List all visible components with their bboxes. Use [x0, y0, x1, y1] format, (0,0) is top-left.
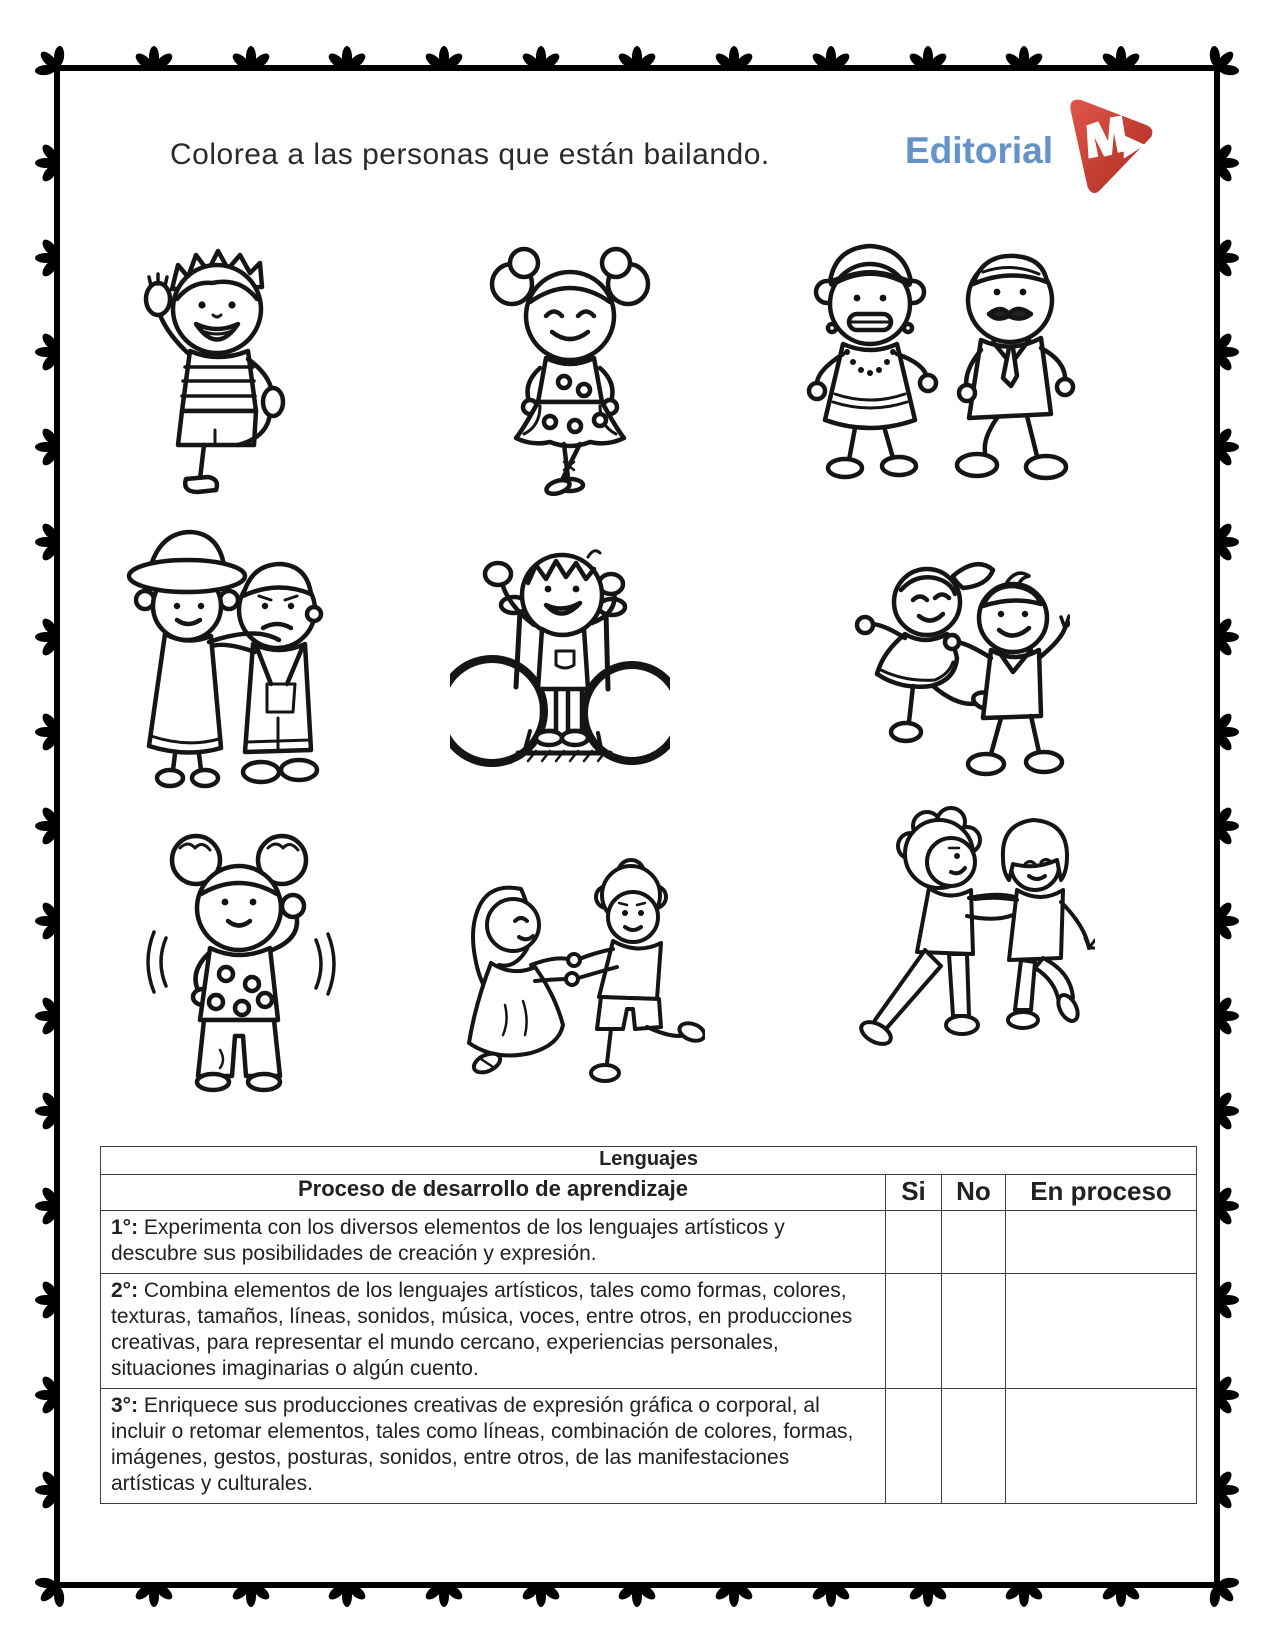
process-number-2: 2°: — [111, 1279, 139, 1303]
answer-cell-en-proceso-3[interactable] — [1006, 1389, 1197, 1504]
illustration-swinging-girl[interactable] — [140, 820, 340, 1095]
process-description-3: Enriquece sus producciones creativas de expresión gráfica o corporal, al incluir o retomar elementos, tales como líneas, combinación de colores, formas, imágenes, gestos, posturas, sonidos, entre otros, de las manifestaciones artísticas y culturales. — [111, 1394, 854, 1496]
answer-cell-en-proceso-1[interactable] — [1006, 1211, 1197, 1274]
illustration-waving-boy[interactable] — [120, 225, 310, 505]
answer-cell-no-1[interactable] — [942, 1211, 1006, 1274]
table-row — [101, 1211, 1197, 1274]
dancing-girl-boy-drawing — [835, 540, 1070, 785]
illustration-dancing-duo[interactable] — [845, 790, 1095, 1070]
dancing-duo-drawing — [845, 790, 1095, 1070]
table-row — [101, 1389, 1197, 1504]
table-row — [101, 1274, 1197, 1389]
column-header-no: No — [942, 1175, 1006, 1211]
answer-cell-no-3[interactable] — [942, 1389, 1006, 1504]
dancing-grandparents-drawing — [785, 220, 1095, 505]
answer-cell-si-1[interactable] — [886, 1211, 942, 1274]
column-header-si: Si — [886, 1175, 942, 1211]
hugging-friends-drawing — [115, 520, 355, 800]
table-title-row — [101, 1147, 1197, 1175]
illustration-wheelchair-child[interactable] — [450, 515, 670, 780]
column-header-process: Proceso de desarrollo de aprendizaje — [101, 1175, 886, 1211]
page-title: Colorea a las personas que están bailando. — [170, 138, 770, 171]
swinging-girl-drawing — [140, 820, 340, 1095]
illustration-hugging-friends[interactable] — [115, 520, 355, 800]
wheelchair-child-drawing — [450, 515, 670, 780]
answer-cell-si-2[interactable] — [886, 1274, 942, 1389]
ballet-girl-drawing — [480, 230, 660, 505]
process-text-1 — [101, 1211, 886, 1274]
process-description-1: Experimenta con los diversos elementos de los lenguajes artísticos y descubre sus posibilidades de creación y expresión. — [111, 1216, 785, 1266]
editorial-md-logo — [905, 96, 1155, 201]
process-text-3 — [101, 1389, 886, 1504]
answer-cell-si-3[interactable] — [886, 1389, 942, 1504]
illustration-holding-hands-dancers[interactable] — [435, 845, 705, 1090]
logo-md-badge-icon — [1067, 96, 1155, 198]
process-description-2: Combina elementos de los lenguajes artísticos, tales como formas, colores, texturas, tamaños, líneas, sonidos, música, voces, entre otros, en producciones creativas, para representar el mundo cercano, experiencias personales, situaciones imaginarias o algún cuento. — [111, 1279, 853, 1381]
illustration-dancing-girl-boy[interactable] — [835, 540, 1070, 785]
logo-text: Editorial — [905, 130, 1054, 171]
process-number-1: 1°: — [111, 1216, 139, 1239]
holding-hands-dancers-drawing — [435, 845, 705, 1090]
illustration-dancing-grandparents[interactable] — [785, 220, 1095, 505]
table-title: Lenguajes — [101, 1147, 1197, 1175]
answer-cell-no-2[interactable] — [942, 1274, 1006, 1389]
column-header-en-proceso: En proceso — [1006, 1175, 1197, 1211]
answer-cell-en-proceso-2[interactable] — [1006, 1274, 1197, 1389]
illustration-ballet-girl[interactable] — [480, 230, 660, 505]
waving-boy-drawing — [120, 225, 310, 505]
evaluation-table — [100, 1146, 1197, 1504]
process-text-2 — [101, 1274, 886, 1389]
table-header-row — [101, 1175, 1197, 1211]
process-number-3: 3°: — [111, 1394, 139, 1418]
